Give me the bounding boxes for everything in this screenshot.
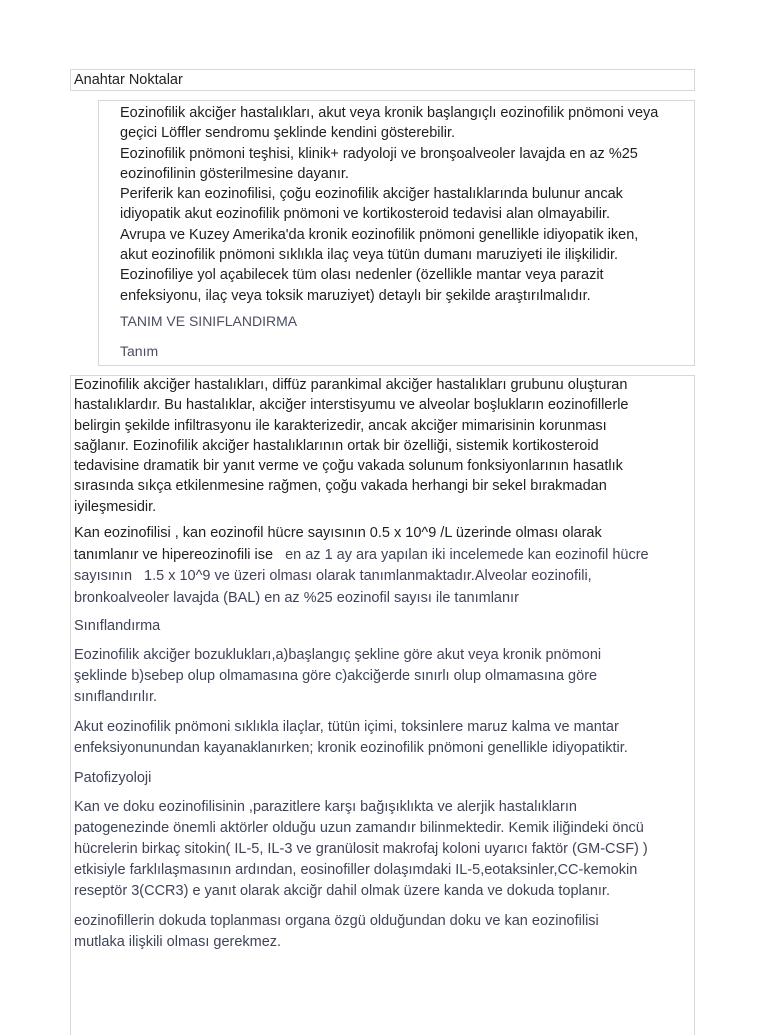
paragraph-line: mutlaka ilişkili olması gerekmez. xyxy=(74,934,282,950)
paragraph-line: sağlanır. Eozinofilik akciğer hastalıklarının ortak bir özelliği, sistemik kortikosteroid xyxy=(74,437,599,454)
classification-heading: Sınıflandırma xyxy=(74,618,161,634)
paragraph-line: enfeksiyonunundan kayanaklanırken; kronik eozinofilik pnömoni genellikle idiyopatiktir. xyxy=(74,740,628,756)
paragraph-line: etkisiyle farklılaşmasının ardından, eosinofiller dolaşımdaki IL-5,eotaksinler,CC-kemokin xyxy=(74,862,638,878)
paragraph-line: iyileşmesidir. xyxy=(74,498,157,515)
paragraph-line: Kan ve doku eozinofilisinin ,parazitlere karşı bağışıklıkta ve alerjik hastalıkların xyxy=(74,799,577,815)
paragraph-line: hastalıklardır. Bu hastalıklar, akciğer interstisyumu ve alveolar boşlukların eozinofillerle xyxy=(74,397,629,414)
key-point-line: Periferik kan eozinofilisi, çoğu eozinofilik akciğer hastalıklarında bulunur ancak xyxy=(120,186,623,203)
key-point-line: Avrupa ve Kuzey Amerika'da kronik eozinofilik pnömoni genellikle idiyopatik iken, xyxy=(120,226,639,243)
paragraph-line: şeklinde b)sebep olup olmamasına göre c)akciğerde sınırlı olup olmamasına göre xyxy=(74,668,598,684)
paragraph-line: patogenezinde önemli aktörler olduğu uzun zamandır bilinmektedir. Kemik iliğindeki öncü xyxy=(74,820,644,836)
paragraph-line: Akut eozinofilik pnömoni sıklıkla ilaçlar, tütün içimi, toksinlere maruz kalma ve mantar xyxy=(74,719,619,735)
paragraph-line: Eozinofilik akciğer bozuklukları,a)başlangıç şekline göre akut veya kronik pnömoni xyxy=(74,647,602,663)
text-run: tanımlanır ve hipereozinofili ise xyxy=(74,546,274,563)
subheading: Tanım xyxy=(120,343,159,359)
tissue-paragraph xyxy=(74,911,694,953)
paragraph-line: hücrelerin birkaç sitokin( IL-5, IL-3 ve granülosit makrofaj koloni uyarıcı faktör (GM-CSF) ) xyxy=(74,841,648,857)
key-point-line: akut eozinofilik pnömoni sıklıkla ilaç veya tütün dumanı maruziyeti ile ilişkilidir. xyxy=(120,247,619,264)
acute-paragraph xyxy=(74,717,694,759)
paragraph-line: bronkoalveoler lavajda (BAL) en az %25 eozinofil sayısı ile tanımlanır xyxy=(74,589,519,606)
key-point-line: idiyopatik akut eozinofilik pnömoni ve kortikosteroid tedavisi alan olmayabilir. xyxy=(120,206,611,223)
paragraph-line: sınıflandırılır. xyxy=(74,689,158,705)
header-title: Anahtar Noktalar xyxy=(74,72,183,88)
paragraph-line: reseptör 3(CCR3) e yanıt olarak akciğr dahil olmak üzere kanda ve dokuda toplanır. xyxy=(74,883,610,899)
text-run: en az 1 ay ara yapılan iki incelemede kan eozinofil hücre xyxy=(285,546,649,563)
key-point-line: enfeksiyonu, ilaç veya toksik maruziyet) detaylı bir şekilde araştırılmalıdır. xyxy=(120,287,591,304)
key-points-list xyxy=(120,103,694,306)
text-run: 1.5 x 10^9 ve üzeri olması olarak tanımlanmaktadır.Alveolar eozinofili, xyxy=(144,568,592,584)
classification-paragraph xyxy=(74,645,694,708)
paragraph-line: Kan eozinofilisi , kan eozinofil hücre sayısının 0.5 x 10^9 /L üzerinde olması olarak xyxy=(74,525,602,541)
key-point-line: eozinofilinin gösterilmesine dayanır. xyxy=(120,165,349,182)
key-points-header xyxy=(70,69,695,91)
blood-eosinophilia-paragraph xyxy=(74,523,694,609)
main-content-box xyxy=(70,375,695,1035)
key-points-box xyxy=(98,100,695,366)
paragraph-line: eozinofillerin dokuda toplanması organa özgü olduğundan doku ve kan eozinofilisi xyxy=(74,913,599,929)
key-point-line: Eozinofilik akciğer hastalıkları, akut veya kronik başlangıçlı eozinofilik pnömoni veya xyxy=(120,105,659,121)
paragraph-line: belirgin şekilde infiltrasyonu ile karakterizedir, ancak akciğer mimarisinin korunması xyxy=(74,417,607,434)
pathophysiology-paragraph xyxy=(74,797,694,902)
pathophysiology-heading: Patofizyoloji xyxy=(74,770,152,786)
definition-paragraph xyxy=(74,375,694,517)
paragraph-line: Eozinofilik akciğer hastalıkları, diffüz parankimal akciğer hastalıkları grubunu oluşturan xyxy=(74,377,628,393)
text-run: sayısının xyxy=(74,568,133,584)
key-point-line: Eozinofilik pnömoni teşhisi, klinik+ radyoloji ve bronşoalveoler lavajda en az %25 xyxy=(120,145,638,162)
paragraph-line: sırasında sıkça etkilenmesine rağmen, çoğu vakada herhangi bir sekel bırakmadan xyxy=(74,478,607,495)
key-point-line: Eozinofiliye yol açabilecek tüm olası nedenler (özellikle mantar veya parazit xyxy=(120,267,604,284)
section-heading: TANIM VE SINIFLANDIRMA xyxy=(120,313,298,329)
paragraph-line xyxy=(74,545,694,567)
paragraph-line xyxy=(74,566,694,588)
paragraph-line: tedavisine dramatik bir yanıt verme ve çoğu vakada solunum fonksiyonlarının hasatlık xyxy=(74,458,623,475)
key-point-line: geçici Löffler sendromu şeklinde kendini gösterebilir. xyxy=(120,125,456,142)
